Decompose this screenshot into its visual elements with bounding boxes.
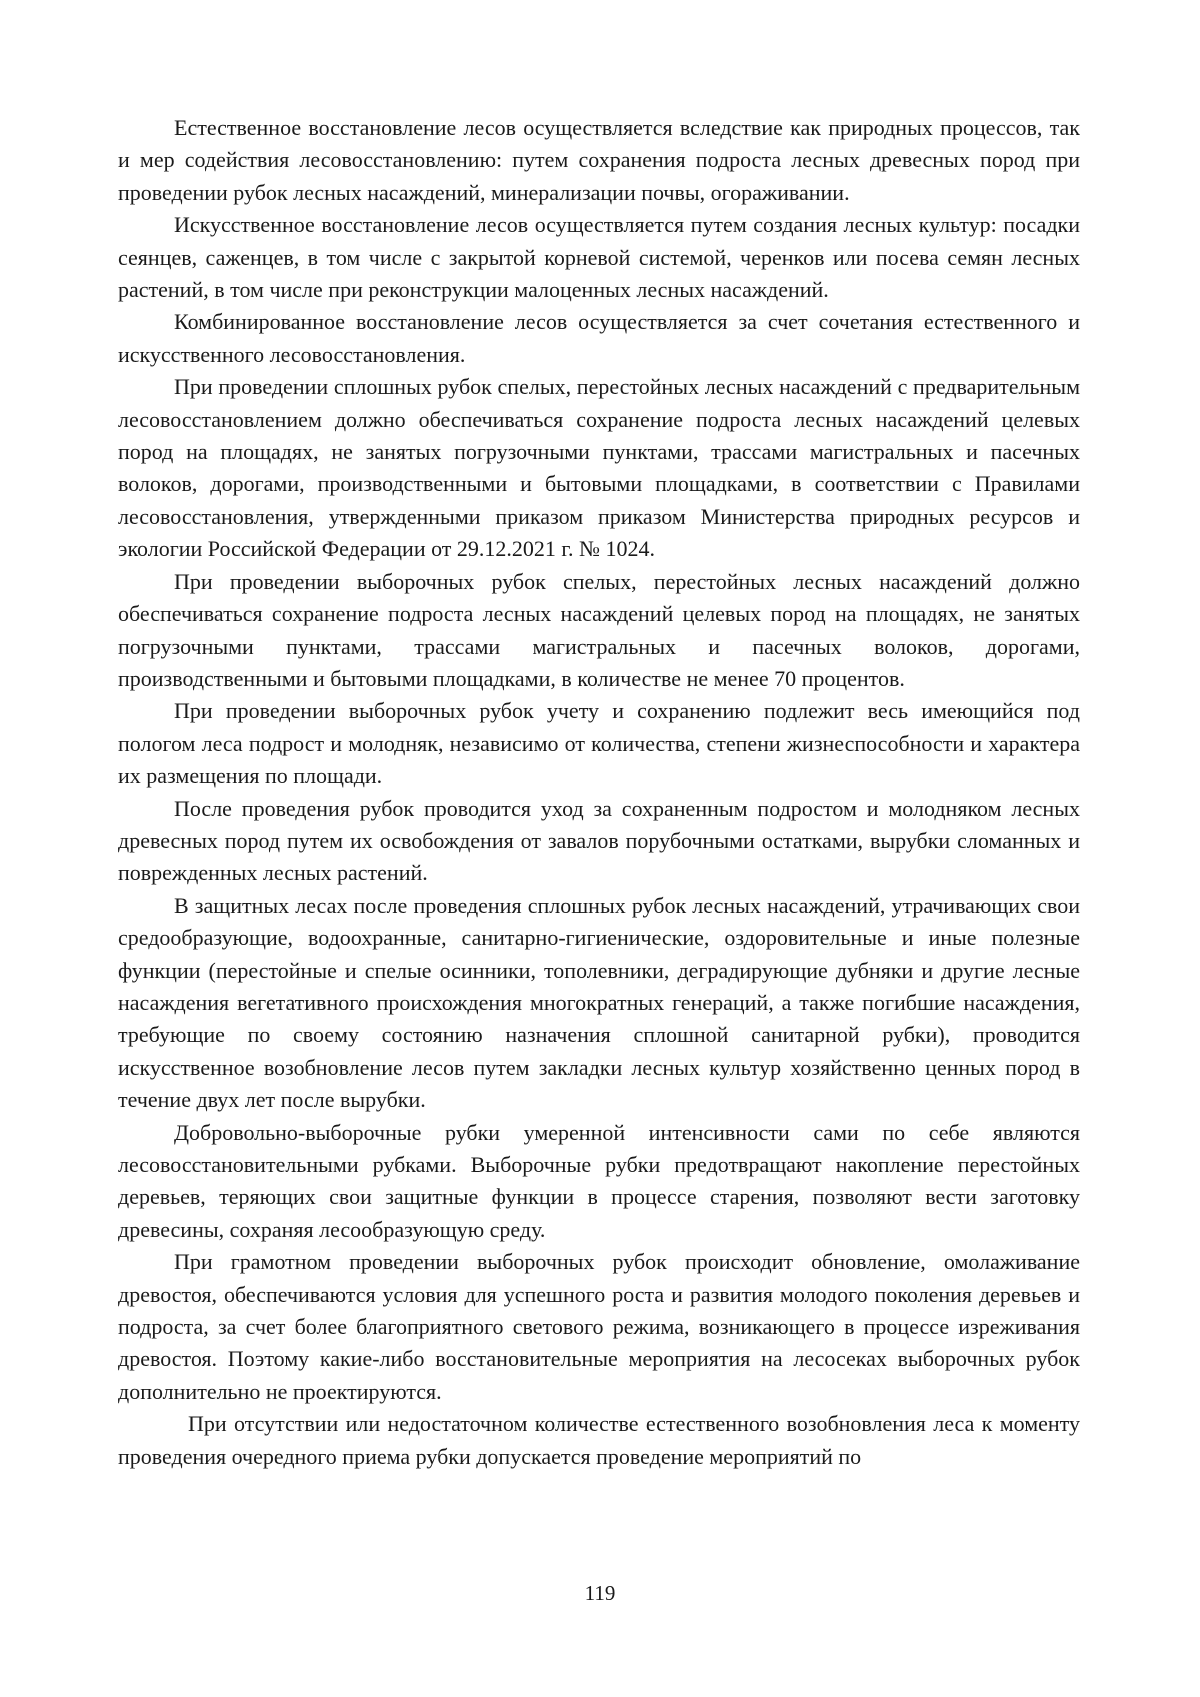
paragraph-combined-regeneration: Комбинированное восстановление лесов осуществляется за счет сочетания естественного и искусственного лесовосстановления.	[118, 309, 1080, 367]
paragraph-undergrowth-accounting: При проведении выборочных рубок учету и сохранению подлежит весь имеющийся под пологом леса подрост и молодняк, независимо от количества, степени жизнеспособности и характера их размещения по площади.	[118, 698, 1080, 789]
paragraph-insufficient-regeneration: При отсутствии или недостаточном количестве естественного возобновления леса к моменту проведения очередного приема рубки допускается проведение мероприятий по	[118, 1411, 1080, 1469]
page-body	[118, 112, 1080, 1473]
paragraph-natural-regeneration: Естественное восстановление лесов осуществляется вследствие как природных процессов, так и мер содействия лесовосстановлению: путем сохранения подроста лесных древесных пород при проведении рубок лесных насаждений, минерализации почвы, огораживании.	[118, 115, 1080, 205]
page-number: 119	[584, 1581, 616, 1605]
paragraph-selective-cutting-undergrowth: При проведении выборочных рубок спелых, перестойных лесных насаждений должно обеспечиваться сохранение подроста лесных насаждений целевых пород на площадях, не занятых погрузочными пунктами, трассами магистральных и пасечных волоков, дорогами, производственными и бытовыми площадками, в количестве не менее 70 процентов.	[118, 568, 1080, 691]
paragraph-artificial-regeneration: Искусственное восстановление лесов осуществляется путем создания лесных культур: посадки сеянцев, саженцев, в том числе с закрытой корневой системой, черенков или посева семян лесных растений, в том числе при реконструкции малоценных лесных насаждений.	[118, 212, 1080, 303]
paragraph-clear-cutting: При проведении сплошных рубок спелых, перестойных лесных насаждений с предварительным лесовосстановлением должно обеспечиваться сохранение подроста лесных насаждений целевых пород на площадях, не занятых погрузочными пунктами, трассами магистральных и пасечных волоков, дорогами, производственными и бытовыми площадками, в соответствии с Правилами лесовосстановления, утвержденными приказом приказом Министерства природных ресурсов и экологии Российской Федерации от 29.12.2021 г. № 1024.	[118, 374, 1080, 562]
paragraph-voluntary-selective-cutting: Добровольно-выборочные рубки умеренной интенсивности сами по себе являются лесовосстановительными рубками. Выборочные рубки предотвращают накопление перестойных деревьев, теряющих свои защитные функции в процессе старения, позволяют вести заготовку древесины, сохраняя лесообразующую среду.	[118, 1119, 1080, 1242]
paragraph-post-cutting-care: После проведения рубок проводится уход за сохраненным подростом и молодняком лесных древесных пород путем их освобождения от завалов порубочными остатками, вырубки сломанных и поврежденных лесных растений.	[118, 795, 1080, 886]
paragraph-protective-forests: В защитных лесах после проведения сплошных рубок лесных насаждений, утрачивающих свои средообразующие, водоохранные, санитарно-гигиенические, оздоровительные и иные полезные функции (перестойные и спелые осинники, тополевники, деградирующие дубняки и другие лесные насаждения вегетативного происхождения многократных генераций, а также погибшие насаждения, требующие по своему состоянию назначения сплошной санитарной рубки), проводится искусственное возобновление лесов путем закладки лесных культур хозяйственно ценных пород в течение двух лет после вырубки.	[118, 892, 1080, 1113]
paragraph-proper-selective-cutting: При грамотном проведении выборочных рубок происходит обновление, омолаживание древостоя, обеспечиваются условия для успешного роста и развития молодого поколения деревьев и подроста, за счет более благоприятного светового режима, возникающего в процессе изреживания древостоя. Поэтому какие-либо восстановительные мероприятия на лесосеках выборочных рубок дополнительно не проектируются.	[118, 1249, 1080, 1404]
